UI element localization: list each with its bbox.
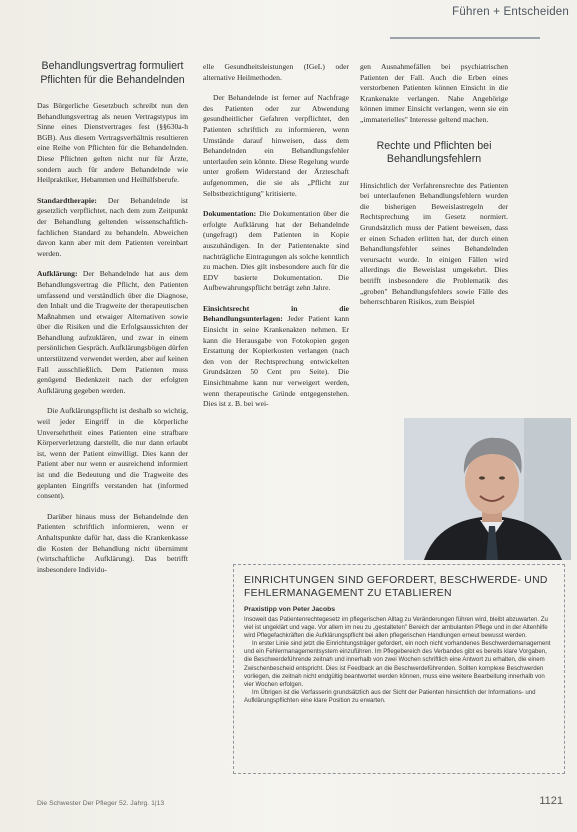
paragraph: Im Übrigen ist die Verfasserin grundsätzlich aus der Sicht der Patienten hinsichtlich der Informations- und Aufklärungspflichten eine klare Position zu erwarten. <box>244 688 536 704</box>
column-1 <box>37 60 188 585</box>
header-rule <box>390 37 540 39</box>
paragraph: Das Bürgerliche Gesetzbuch schreibt nun den Behandlungsvertrag als neuen Vertragstypus im Sinne eines Dienstvertrages fest (§§630a-h BGB). Aus diesem Vertragsverhältnis resultieren eine Reihe von Pflichten für die Behandelnden. Diese Pflichten gelten nicht nur für Ärzte, sondern auch für andere Behandelnde wie Heilpraktiker, Hebammen und Heilhilfsberufe. <box>37 101 188 185</box>
paragraph <box>203 209 349 294</box>
paragraph-text: Der Behandelnde hat aus dem Behandlungsvertrag die Pflicht, den Patienten umfassend und verständlich über die Diagnose, den Inhalt und die Tragweite der therapeutischen Maßnahmen und etwaiger Alternativen sowie über die Risiken und die Erfolgsaussichten der Behandlung aufzuklären, und zwar in einem persönlichen Gespräch. Aufklärungsbögen dürfen unterstützend verwendet werden, aber auf keinen Fall ausschließlich. Dem Patienten muss genügend Bedenkzeit nach der erfolgten Aufklärung gegeben werden. <box>37 269 188 395</box>
column-3 <box>360 62 508 318</box>
section-label: Führen + Entscheiden <box>452 6 569 18</box>
paragraph-text: Jeder Patient kann Einsicht in seine Krankenakten nehmen. Er kann die Herausgabe von Fotokopien gegen Erstattung der Kopierkosten verlangen (nach den von der Rechtsprechung entwickelten Grundsätzen 50 Cent pro Seite). Die Einsichtnahme kann nur verweigert werden, wenn therapeutische Gründe entgegenstehen. Dies ist z. B. bei wei- <box>203 314 349 409</box>
info-box-text <box>244 616 556 705</box>
paragraph-lead: Dokumentation: <box>203 209 257 219</box>
column-3-heading: Rechte und Pflichten bei Behandlungsfehlern <box>376 139 492 166</box>
column-1-heading: Behandlungsvertrag formuliert Pflichten für die Behandelnden <box>40 60 185 86</box>
author-photo <box>404 418 571 560</box>
paragraph-text: Die Dokumentation über die erfolgte Aufklärung hat der Behandelnde (ungefragt) dem Patienten in Kopie auszuhändigen. In der Patientenakte sind nachträgliche Eintragungen als solche kenntlich zu machen. Dies gilt insbesondere auch für die EDV basierte Dokumentation. Die Aufbewahrungspflicht beträgt zehn Jahre. <box>203 209 349 293</box>
info-box-title: EINRICHTUNGEN SIND GEFORDERT, BESCHWERDE- UND FEHLERMANAGEMENT ZU ETABLIEREN <box>244 575 548 600</box>
paragraph <box>37 269 188 396</box>
paragraph: Darüber hinaus muss der Behandelnde den Patienten schriftlich informieren, wenn er Anhaltspunkte dafür hat, dass die Krankenkasse die Kosten der Behandlung nicht übernimmt (wirtschaftliche Aufklärung). Das betrifft insbesondere Individu- <box>37 511 188 574</box>
column-2 <box>203 62 349 420</box>
portrait-illustration <box>404 418 571 560</box>
paragraph-text: Der Behandelnde ist gesetzlich verpflichtet, nach dem zum Zeitpunkt der Behandlung geltenden wissenschaftlich-fachlichen Standard zu behandeln. Abweichen davon kann aber mit dem Patienten vereinbart werden. <box>37 195 188 258</box>
page-number: 1121 <box>539 795 563 807</box>
paragraph: gen Ausnahmefällen bei psychiatrischen Patienten der Fall. Auch die Erben eines verstorbenen Patienten können Einsicht in die Krankenakte verlangen. Nahe Angehörige können immer Einsicht verlangen, wenn sie ein „immaterielles" Interesse geltend machen. <box>360 62 508 124</box>
paragraph: In erster Linie sind jetzt die Einrichtungsträger gefordert, ein noch nicht vorhandenes Beschwerdemanagement und ein Fehlermanagementsystem einzuführen. Im Pflegebereich des Verbandes gibt es bereits klare Vorgaben, die Beschwerdeführende zeitnah und innerhalb von zwei Wochen schriftlich eine Antwort zu erhalten, die einem Zwischenbescheid entspricht. Dies ist Feedback an die Beschwerdeführenden. Sollten komplexe Beschwerden vorliegen, die zeitnah nicht endgültig beantwortet werden können, muss eine weitere Bearbeitung innerhalb von vier Wochen erfolgen. <box>244 640 551 688</box>
paragraph <box>37 196 188 260</box>
paragraph: elle Gesundheitsleistungen (IGeL) oder alternative Heilmethoden. <box>203 62 349 82</box>
paragraph-lead: Aufklärung: <box>37 269 78 279</box>
paragraph-lead: Standardtherapie: <box>37 195 97 205</box>
paragraph: Insoweit das Patientenrechtegesetz im pflegerischen Alltag zu Veränderungen führen wird, bleibt abzuwarten. Zu viel ist ungeklärt und vage. Vor allem im neu zu „gestalteten" Bereich der ambulanten Pflege und in der Altenhilfe wird Pflegefachkräften die Aufklärungspflicht bei allen pflegerischen Handlungen erneut bewusst werden. <box>244 616 548 640</box>
footer-source: Die Schwester Der Pfleger 52. Jahrg. 1|13 <box>37 800 165 807</box>
paragraph <box>203 304 349 410</box>
paragraph: Hinsichtlich der Verfahrensrechte des Patienten bei unterlaufenen Behandlungsfehlern wurden die bisherigen Beweislastregeln der Rechtsprechung im Gesetz normiert. Grundsätzlich muss der Patient beweisen, dass er einen Schaden erlitten hat, der durch einen Behandlungsfehler seines Behandelnden verursacht wurde. In einigen Fällen wird allerdings die Beweislast umgekehrt. Dies betrifft insbesondere die Problematik des „groben" Behandlungsfehlers sowie Fälle des beherrschbaren Risikos, zum Beispiel <box>360 180 508 307</box>
info-box-author: Praxistipp von Peter Jacobs <box>244 606 336 613</box>
paragraph: Der Behandelnde ist ferner auf Nachfrage des Patienten oder zur Abwendung gesundheitlicher Gefahren verpflichtet, den Patienten schriftlich zu informieren, wenn Umstände darauf hinweisen, dass dem Behandelnden ein Behandlungsfehler unterlaufen sein könnte. Diese Regelung wurde unter großem Widerstand der Ärzteschaft aufgenommen, die sie als „Pflicht zur Selbstbezichtigung" kritisierte. <box>203 93 349 198</box>
paragraph: Die Aufklärungspflicht ist deshalb so wichtig, weil jeder Eingriff in die körperliche Unversehrtheit eines Patienten eine strafbare Körperverletzung darstellt, die nur dann erlaubt ist, wenn der Patient einwilligt. Dies kann der Patient aber nur wenn er ausreichend informiert ist und die Bedeutung und die Tragweite des geplanten Eingriffs verstanden hat (informed consent). <box>37 406 188 501</box>
paragraph-lead: Einsichtsrecht in die Behandlungsunterlagen: <box>203 303 349 324</box>
